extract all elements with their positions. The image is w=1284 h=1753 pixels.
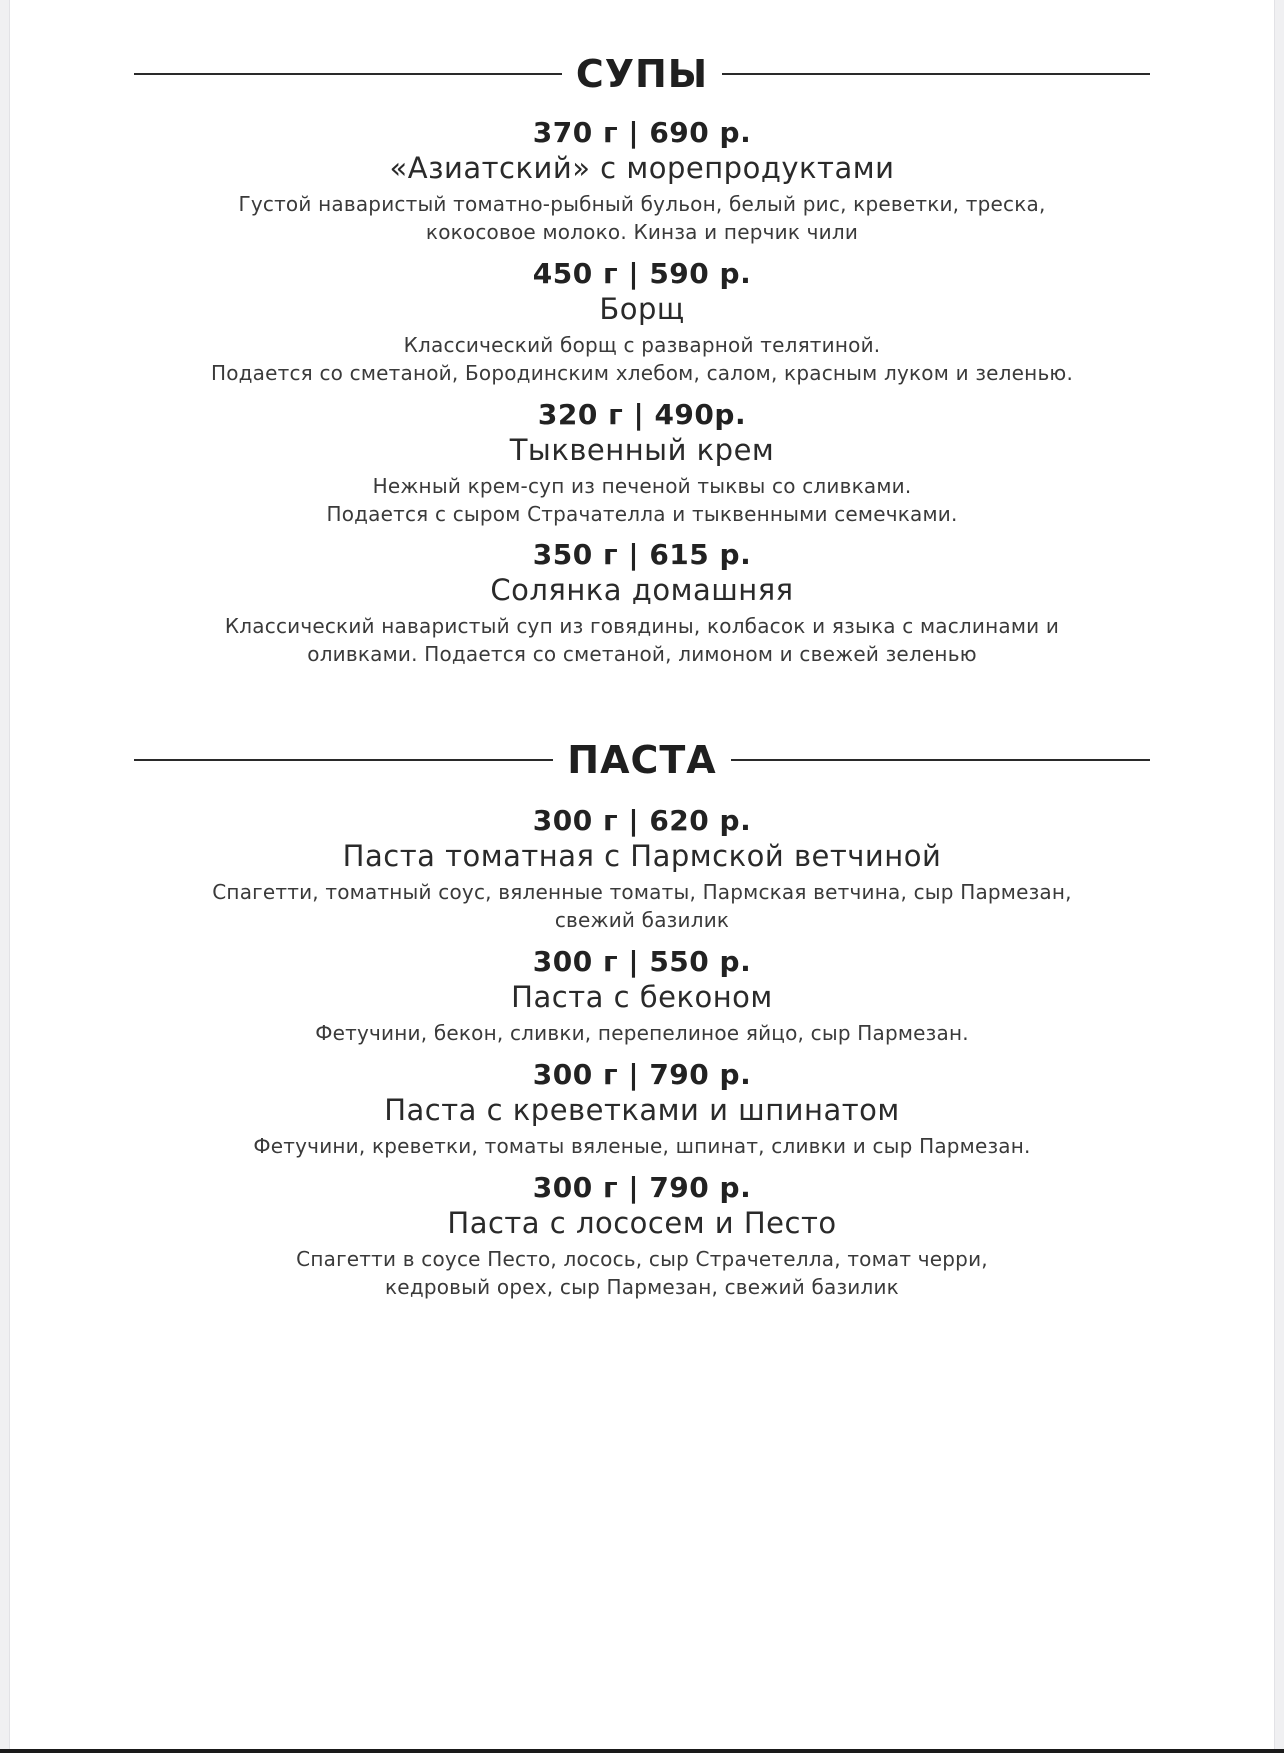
item-description — [134, 1245, 1150, 1301]
menu-item — [134, 1058, 1150, 1160]
section-title: ПАСТА — [567, 738, 717, 782]
item-description — [134, 472, 1150, 528]
item-name: Тыквенный крем — [509, 433, 775, 467]
item-name: Паста томатная с Пармской ветчиной — [342, 839, 942, 873]
section-header-pasta — [134, 730, 1150, 790]
item-description — [134, 1132, 1150, 1160]
item-price: 450 г | 590 р. — [532, 257, 752, 290]
menu-item — [134, 398, 1150, 528]
description-line: Фетучини, бекон, сливки, перепелиное яйцо, сыр Пармезан. — [315, 1021, 969, 1045]
section-title: СУПЫ — [575, 52, 709, 96]
item-name: Паста с лососем и Песто — [447, 1206, 837, 1240]
divider-line — [731, 759, 1150, 761]
page-edge-left — [0, 0, 10, 1753]
description-line: Спагетти в соусе Песто, лосось, сыр Страчетелла, томат черри, — [296, 1247, 988, 1271]
description-line: Нежный крем-суп из печеной тыквы со сливками. — [372, 474, 912, 498]
menu-item — [134, 257, 1150, 387]
description-line: Густой наваристый томатно-рыбный бульон, белый рис, креветки, треска, — [238, 192, 1046, 216]
item-price: 370 г | 690 р. — [532, 116, 752, 149]
item-price: 320 г | 490р. — [537, 398, 747, 431]
item-price: 300 г | 790 р. — [532, 1058, 752, 1091]
page-edge-right — [1274, 0, 1284, 1753]
item-name: Паста с беконом — [511, 980, 773, 1014]
item-name: Паста с креветками и шпинатом — [384, 1093, 900, 1127]
description-line: Классический борщ с разварной телятиной. — [403, 333, 881, 357]
item-name: Солянка домашняя — [490, 573, 794, 607]
item-price: 300 г | 790 р. — [532, 1171, 752, 1204]
divider-line — [134, 73, 562, 75]
description-line: Спагетти, томатный соус, вяленные томаты, Пармская ветчина, сыр Пармезан, — [212, 880, 1072, 904]
description-line: Классический наваристый суп из говядины, колбасок и языка с маслинами и — [224, 614, 1060, 638]
item-description — [134, 190, 1150, 246]
menu-item — [134, 804, 1150, 934]
bottom-edge — [0, 1749, 1284, 1753]
item-description — [134, 612, 1150, 668]
description-line: Подается со сметаной, Бородинским хлебом, салом, красным луком и зеленью. — [210, 361, 1074, 385]
divider-line — [722, 73, 1150, 75]
item-description — [134, 1019, 1150, 1047]
description-line: свежий базилик — [554, 908, 730, 932]
description-line: кедровый орех, сыр Пармезан, свежий базилик — [385, 1275, 899, 1299]
description-line: оливками. Подается со сметаной, лимоном и свежей зеленью — [307, 642, 977, 666]
item-description — [134, 878, 1150, 934]
item-name: «Азиатский» с морепродуктами — [389, 151, 895, 185]
divider-line — [134, 759, 553, 761]
item-name: Борщ — [599, 292, 685, 326]
menu-item — [134, 116, 1150, 246]
description-line: Подается с сыром Страчателла и тыквенными семечками. — [326, 502, 958, 526]
menu-item — [134, 538, 1150, 668]
item-price: 300 г | 620 р. — [532, 804, 752, 837]
menu-item — [134, 945, 1150, 1047]
description-line: кокосовое молоко. Кинза и перчик чили — [425, 220, 859, 244]
menu-item — [134, 1171, 1150, 1301]
item-description — [134, 331, 1150, 387]
section-header-soups — [134, 44, 1150, 104]
description-line: Фетучини, креветки, томаты вяленые, шпинат, сливки и сыр Пармезан. — [253, 1134, 1031, 1158]
item-price: 350 г | 615 р. — [532, 538, 752, 571]
item-price: 300 г | 550 р. — [532, 945, 752, 978]
